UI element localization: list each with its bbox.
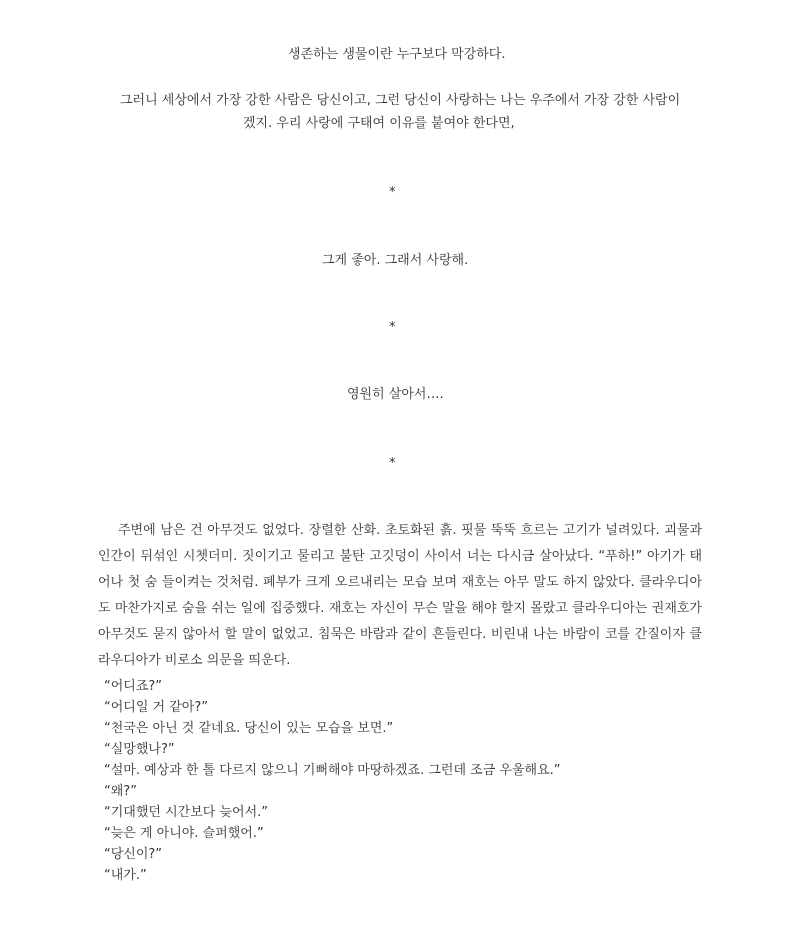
dialogue-line: “기대했던 시간보다 늦어서.” (104, 805, 269, 820)
opening-line: 생존하는 생물이란 누구보다 막강하다. (288, 47, 506, 62)
dialogue-line: “천국은 아닌 것 같네요. 당신이 있는 모습을 보면.” (104, 721, 394, 736)
dialogue-line: “설마. 예상과 한 톨 다르지 않으니 기뻐해야 마땅하겠죠. 그런데 조금 우울해요.” (104, 763, 561, 778)
second-line-part2: 겠지. 우리 사랑에 구태여 이유를 붙여야 한다면, (243, 116, 515, 131)
dialogue-line: “당신이?” (104, 847, 163, 862)
dialogue-line: “내가.” (104, 868, 147, 883)
dialogue-line: “어디일 거 같아?” (104, 700, 208, 715)
fourth-line: 영원히 살아서…. (347, 387, 444, 402)
scene-separator: * (389, 320, 396, 335)
body-paragraph: 주변에 남은 건 아무것도 없었다. 장렬한 산화. 초토화된 흙. 핏물 뚝뚝 흐르는 고기가 널려있다. 괴물과 인간이 뒤섞인 시쳇더미. 짓이기고 물리고 불탄 고깃덩이 사이서 너는 다시금 살아났다. “푸하!” 아기가 태어나 첫 숨 들이켜는 것처럼. 폐부가 크게 오르내리는 모습 보며 재호는 아무 말도 하지 않았다. 클라우디아도 마찬가지로 숨을 쉬는 일에 집중했다. 재호는 자신이 무슨 말을 해야 할지 몰랐고 클라우디아는 권재호가 아무것도 묻지 않아서 할 말이 없었고. 침묵은 바람과 같이 흔들린다. 비린내 나는 바람이 코를 간질이자 클라우디아가 비로소 의문을 띄운다. (98, 523, 702, 668)
dialogue-line: “실망했나?” (104, 742, 175, 757)
second-line-part1: 그러니 세상에서 가장 강한 사람은 당신이고, 그런 당신이 사랑하는 나는 우주에서 가장 강한 사람이 (120, 93, 681, 108)
dialogue-line: “어디죠?” (104, 679, 163, 694)
dialogue-block (104, 676, 704, 886)
dialogue-line: “늦은 게 아니야. 슬퍼했어.” (104, 826, 264, 841)
third-line: 그게 좋아. 그래서 사랑해. (322, 253, 469, 268)
dialogue-line: “왜?” (104, 784, 137, 799)
scene-separator: * (389, 185, 396, 200)
scene-separator: * (389, 456, 396, 471)
